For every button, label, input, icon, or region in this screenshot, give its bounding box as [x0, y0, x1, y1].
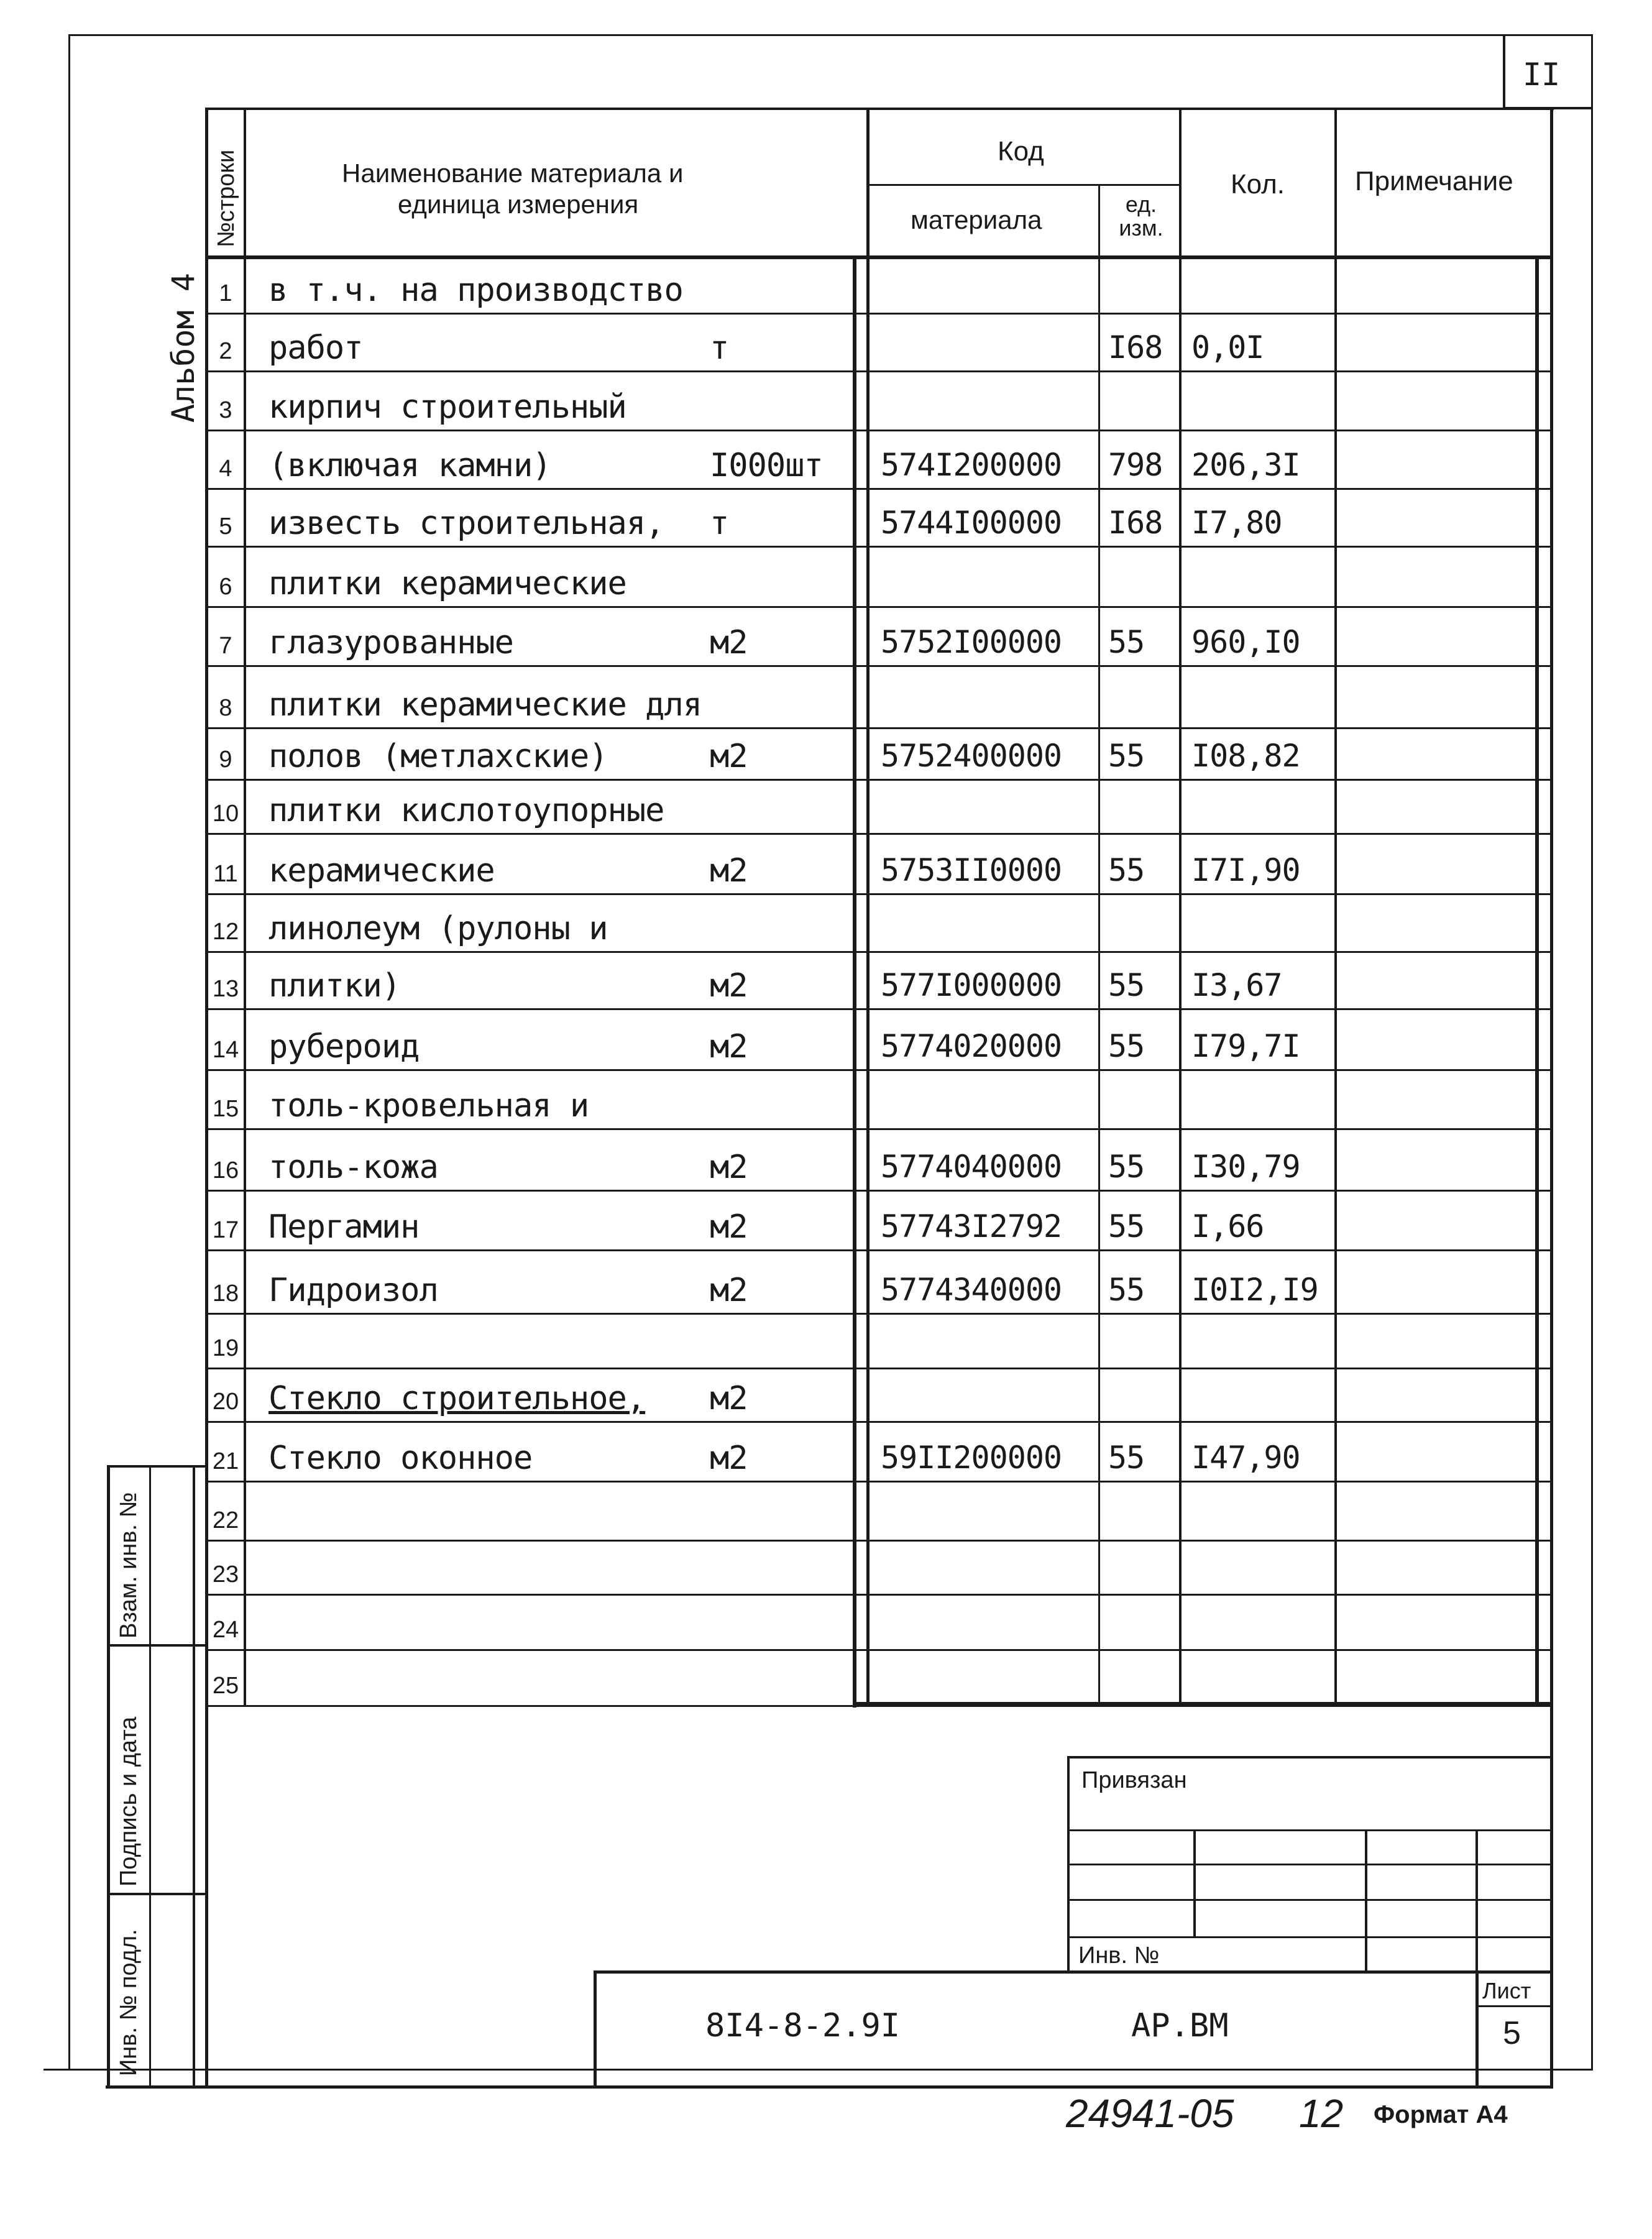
- row-number: 18: [212, 1280, 239, 1307]
- unit-code: 55: [1108, 1149, 1145, 1185]
- table-row: [0, 608, 1652, 665]
- table-row: [0, 1542, 1652, 1594]
- inv-no-label: Инв. №: [1078, 1942, 1160, 1969]
- quantity: I47,90: [1191, 1440, 1300, 1476]
- material-name: (включая камни): [268, 447, 551, 484]
- table-row: [0, 781, 1652, 833]
- quantity: I,66: [1191, 1208, 1264, 1244]
- table-row: [0, 953, 1652, 1008]
- unit-of-measure: м2: [710, 624, 748, 661]
- table-row: [0, 1192, 1652, 1249]
- unit-of-measure: м2: [710, 738, 748, 775]
- material-code: 59II200000: [881, 1440, 1062, 1476]
- unit-code: 55: [1108, 624, 1145, 660]
- material-name: в т.ч. на производство: [268, 272, 683, 309]
- row-divider: [205, 1705, 1553, 1707]
- table-row: [0, 1651, 1652, 1705]
- row-number: 23: [212, 1561, 239, 1588]
- row-number: 13: [212, 976, 239, 1002]
- row-number: 20: [212, 1389, 239, 1415]
- stamp-podpis-data: Подпись и дата: [116, 1716, 142, 1887]
- table-row: [0, 835, 1652, 893]
- table-row: [0, 1596, 1652, 1649]
- table-row: [0, 431, 1652, 488]
- unit-of-measure: м2: [710, 1272, 748, 1309]
- unit-code: 55: [1108, 1208, 1145, 1244]
- quantity: I79,7I: [1191, 1028, 1300, 1064]
- header-qty: Кол.: [1231, 169, 1285, 200]
- table-row: [0, 548, 1652, 606]
- sheet-corner-number: II: [1523, 57, 1561, 93]
- handwritten-number-2: 12: [1299, 2091, 1344, 2136]
- table-row: [0, 895, 1652, 951]
- row-number: 21: [212, 1448, 239, 1474]
- row-number: 17: [212, 1217, 239, 1243]
- quantity: 960,I0: [1191, 624, 1300, 660]
- header-code: Код: [998, 136, 1044, 167]
- material-name: толь-кровельная и: [268, 1087, 589, 1124]
- quantity: I7,80: [1191, 505, 1282, 541]
- unit-of-measure: м2: [710, 1440, 748, 1477]
- row-number: 3: [219, 397, 232, 423]
- sheet-border-bottom: [44, 2069, 1593, 2071]
- unit-code: 55: [1108, 1028, 1145, 1064]
- header-name-line1: Наименование материала и: [342, 159, 684, 188]
- unit-code: 55: [1108, 738, 1145, 774]
- material-code: 57743I2792: [881, 1208, 1062, 1244]
- material-name: толь-кожа: [268, 1149, 438, 1186]
- privyazan-label: Привязан: [1081, 1767, 1187, 1793]
- material-name: плитки кислотоупорные: [268, 792, 664, 829]
- quantity: I7I,90: [1191, 852, 1300, 888]
- unit-code: 55: [1108, 1440, 1145, 1476]
- row-number: 22: [212, 1507, 239, 1533]
- material-code: 577I000000: [881, 967, 1062, 1003]
- material-name: рубероид: [268, 1028, 420, 1065]
- table-row: [0, 1423, 1652, 1481]
- row-number: 24: [212, 1617, 239, 1643]
- header-name-line2: единица измерения: [398, 190, 639, 219]
- row-number: 1: [219, 280, 232, 306]
- material-name: работ: [268, 329, 363, 367]
- sheet-border-top: [68, 34, 1592, 36]
- material-name: плитки керамические: [268, 565, 626, 602]
- table-row: [0, 1251, 1652, 1313]
- unit-of-measure: м2: [710, 1149, 748, 1186]
- row-number: 11: [213, 861, 238, 887]
- material-name: Пергамин: [268, 1208, 420, 1246]
- material-code: 5774020000: [881, 1028, 1062, 1064]
- table-row: [0, 729, 1652, 779]
- header-code-unit: ед. изм.: [1119, 191, 1163, 241]
- header-note: Примечание: [1355, 166, 1513, 196]
- unit-code: 55: [1108, 967, 1145, 1003]
- material-code: 5774340000: [881, 1272, 1062, 1308]
- unit-of-measure: т: [710, 329, 729, 367]
- row-number: 19: [212, 1335, 239, 1361]
- row-number: 14: [212, 1037, 239, 1063]
- material-name: линолеум (рулоны и: [268, 910, 608, 947]
- unit-of-measure: т: [710, 505, 729, 542]
- doc-mark: АР.ВМ: [1131, 2007, 1229, 2044]
- unit-code: I68: [1108, 505, 1163, 541]
- table-row: [0, 490, 1652, 546]
- row-number: 16: [212, 1157, 239, 1184]
- table-row: [0, 372, 1652, 430]
- table-row: [0, 257, 1652, 313]
- material-name: полов (метлахские): [268, 738, 608, 775]
- row-number: 15: [212, 1096, 239, 1122]
- album-label: Альбом 4: [165, 273, 201, 423]
- quantity: I3,67: [1191, 967, 1282, 1003]
- table-row: [0, 1071, 1652, 1128]
- row-number: 8: [219, 695, 232, 721]
- row-number: 10: [212, 801, 239, 827]
- stamp-vzam-inv: Взам. инв. №: [116, 1492, 142, 1639]
- handwritten-number: 24941-05: [1066, 2091, 1234, 2136]
- quantity: I30,79: [1191, 1149, 1300, 1185]
- material-code: 574I200000: [881, 447, 1062, 483]
- row-number: 4: [219, 456, 232, 482]
- material-name: известь строительная,: [268, 505, 664, 542]
- frame-bottom: [106, 2085, 1553, 2089]
- material-code: 5752400000: [881, 738, 1062, 774]
- row-number: 25: [212, 1673, 239, 1699]
- unit-of-measure: м2: [710, 1380, 748, 1417]
- material-code: 5774040000: [881, 1149, 1062, 1185]
- unit-of-measure: м2: [710, 967, 748, 1005]
- row-number: 12: [212, 919, 239, 945]
- row-number: 2: [219, 338, 232, 364]
- list-label: Лист: [1482, 1978, 1531, 2003]
- frame-top: [205, 108, 1554, 110]
- doc-code: 8I4-8-2.9I: [705, 2007, 901, 2044]
- stamp-inv-podl: Инв. № подл.: [116, 1929, 142, 2076]
- table-row: [0, 667, 1652, 727]
- unit-of-measure: м2: [710, 1028, 748, 1065]
- table-row: [0, 1315, 1652, 1368]
- list-number: 5: [1503, 2015, 1521, 2051]
- unit-code: 55: [1108, 1272, 1145, 1308]
- material-name: кирпич строительный: [268, 388, 626, 426]
- material-name: глазурованные: [268, 624, 513, 661]
- material-code: 5753II0000: [881, 852, 1062, 888]
- material-name: керамические: [268, 852, 495, 890]
- header-code-material: материала: [911, 205, 1042, 234]
- header-row-no: №строки: [213, 149, 239, 247]
- unit-code: 798: [1108, 447, 1163, 483]
- row-number: 6: [219, 574, 232, 600]
- format-label: Формат А4: [1374, 2101, 1508, 2128]
- row-number: 5: [219, 513, 232, 540]
- unit-of-measure: м2: [710, 852, 748, 890]
- material-name: плитки): [268, 967, 401, 1005]
- row-number: 7: [219, 633, 232, 659]
- material-name: Стекло строительное,: [268, 1380, 646, 1417]
- material-name: Стекло оконное: [268, 1440, 533, 1477]
- material-code: 5744I00000: [881, 505, 1062, 541]
- unit-of-measure: м2: [710, 1208, 748, 1246]
- material-code: 5752I00000: [881, 624, 1062, 660]
- material-name: Гидроизол: [268, 1272, 438, 1309]
- quantity: 0,0I: [1191, 329, 1264, 366]
- table-row: [0, 1010, 1652, 1069]
- quantity: I08,82: [1191, 738, 1300, 774]
- unit-of-measure: I000шт: [710, 447, 823, 484]
- row-number: 9: [219, 747, 232, 773]
- table-row: [0, 315, 1652, 370]
- quantity: I0I2,I9: [1191, 1272, 1318, 1308]
- material-name: плитки керамические для: [268, 686, 702, 724]
- unit-code: I68: [1108, 329, 1163, 366]
- table-row: [0, 1483, 1652, 1540]
- unit-code: 55: [1108, 852, 1145, 888]
- quantity: 206,3I: [1191, 447, 1300, 483]
- table-row: [0, 1369, 1652, 1421]
- table-row: [0, 1130, 1652, 1190]
